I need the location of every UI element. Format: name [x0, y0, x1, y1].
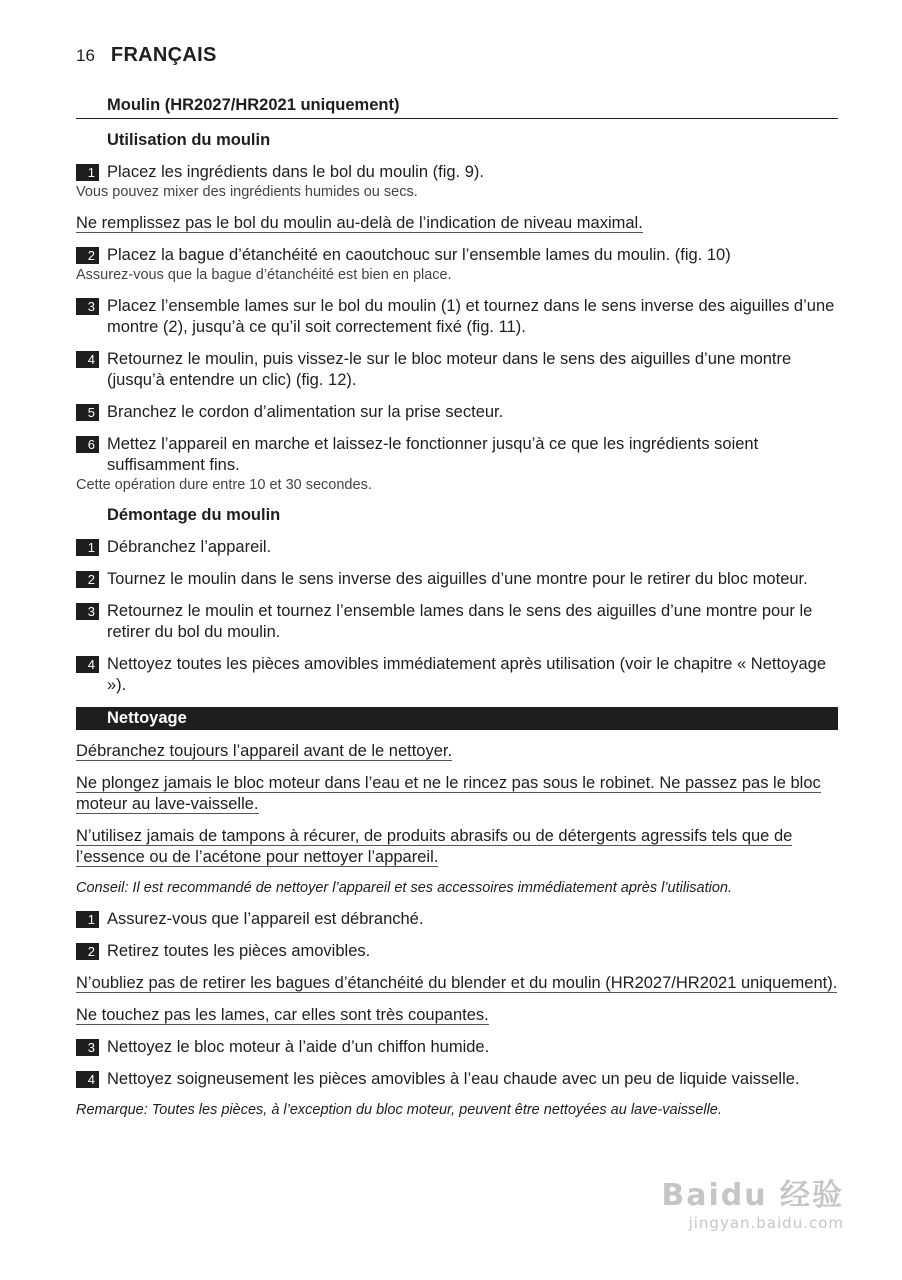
- step-number: 4: [76, 656, 99, 673]
- step-text: Nettoyez toutes les pièces amovibles immédiatement après utilisation (voir le chapitre « Nettoyage »).: [107, 655, 827, 694]
- step-number: 4: [76, 351, 99, 368]
- step-number: 2: [76, 247, 99, 264]
- step-number: 5: [76, 404, 99, 421]
- step-text: Assurez-vous que l’appareil est débranché.: [107, 910, 424, 928]
- step-note: Cette opération dure entre 10 et 30 secondes.: [76, 477, 372, 493]
- section-title-nettoyage: Nettoyage: [76, 707, 838, 730]
- step-usage-2: [76, 245, 838, 266]
- step-dismantle-3: [76, 601, 838, 643]
- step-number: 1: [76, 539, 99, 556]
- step-text: Branchez le cordon d’alimentation sur la prise secteur.: [107, 403, 504, 421]
- step-text: Nettoyez le bloc moteur à l’aide d’un chiffon humide.: [107, 1038, 490, 1056]
- step-clean-1: [76, 909, 838, 930]
- step-number: 1: [76, 911, 99, 928]
- step-text: Mettez l’appareil en marche et laissez-le fonctionner jusqu’à ce que les ingrédients soient suffisamment fins.: [107, 435, 759, 474]
- step-number: 3: [76, 298, 99, 315]
- step-dismantle-2: [76, 569, 838, 590]
- step-usage-1: [76, 162, 838, 183]
- step-text: Placez la bague d’étanchéité en caoutchouc sur l’ensemble lames du moulin. (fig. 10): [107, 246, 731, 264]
- page-number: 16: [76, 46, 95, 65]
- subheading-dismantle: Démontage du moulin: [107, 506, 281, 524]
- step-usage-6: [76, 434, 838, 476]
- step-dismantle-4: [76, 654, 838, 696]
- step-number: 3: [76, 603, 99, 620]
- step-number: 1: [76, 164, 99, 181]
- tip-text: Conseil: Il est recommandé de nettoyer l’appareil et ses accessoires immédiatement après l’utilisation.: [76, 880, 733, 896]
- warning-unplug: Débranchez toujours l’appareil avant de le nettoyer.: [76, 742, 453, 760]
- step-dismantle-1: [76, 537, 838, 558]
- step-text: Débranchez l’appareil.: [107, 538, 272, 556]
- step-usage-4: [76, 349, 838, 391]
- remark-text: Remarque: Toutes les pièces, à l’exception du bloc moteur, peuvent être nettoyées au lave-vaisselle.: [76, 1102, 722, 1118]
- step-clean-3: [76, 1037, 838, 1058]
- step-text: Retirez toutes les pièces amovibles.: [107, 942, 371, 960]
- step-text: Tournez le moulin dans le sens inverse des aiguilles d’une montre pour le retirer du bloc moteur.: [107, 570, 808, 588]
- step-number: 4: [76, 1071, 99, 1088]
- step-usage-5: [76, 402, 838, 423]
- step-usage-3: [76, 296, 838, 338]
- page-content: [76, 96, 838, 1131]
- step-text: Retournez le moulin, puis vissez-le sur le bloc moteur dans le sens des aiguilles d’une montre (jusqu’à entendre un clic) (fig. 12).: [107, 350, 792, 389]
- subheading-usage: Utilisation du moulin: [107, 131, 271, 149]
- step-number: 3: [76, 1039, 99, 1056]
- watermark-url: jingyan.baidu.com: [688, 1214, 844, 1232]
- watermark: [661, 1170, 844, 1232]
- step-text: Nettoyez soigneusement les pièces amovibles à l’eau chaude avec un peu de liquide vaisselle.: [107, 1070, 800, 1088]
- step-note: Assurez-vous que la bague d’étanchéité est bien en place.: [76, 267, 452, 283]
- step-number: 2: [76, 571, 99, 588]
- step-clean-4: [76, 1069, 838, 1090]
- step-text: Retournez le moulin et tournez l’ensemble lames dans le sens des aiguilles d’une montre pour le retirer du bol du moulin.: [107, 602, 813, 641]
- warning-blades: Ne touchez pas les lames, car elles sont très coupantes.: [76, 1006, 489, 1024]
- step-note: Vous pouvez mixer des ingrédients humides ou secs.: [76, 184, 418, 200]
- watermark-logo: Baidu 经验: [661, 1178, 844, 1213]
- step-number: 6: [76, 436, 99, 453]
- warning-no-abrasives: N’utilisez jamais de tampons à récurer, de produits abrasifs ou de détergents agressifs tels que de l’essence ou de l’acétone pour nettoyer l’appareil.: [76, 827, 793, 866]
- section-title-moulin: Moulin (HR2027/HR2021 uniquement): [76, 96, 838, 119]
- warning-seals: N’oubliez pas de retirer les bagues d’étanchéité du blender et du moulin (HR2027/HR2021 uniquement).: [76, 974, 838, 992]
- warning-max-level: Ne remplissez pas le bol du moulin au-delà de l’indication de niveau maximal.: [76, 214, 643, 232]
- step-text: Placez l’ensemble lames sur le bol du moulin (1) et tournez dans le sens inverse des aiguilles d’une montre (2), jusqu’à ce qu’il soit correctement fixé (fig. 11).: [107, 297, 835, 336]
- language-title: FRANÇAIS: [110, 44, 217, 66]
- warning-no-water: Ne plongez jamais le bloc moteur dans l’eau et ne le rincez pas sous le robinet. Ne passez pas le bloc moteur au lave-vaisselle.: [76, 774, 821, 813]
- step-text: Placez les ingrédients dans le bol du moulin (fig. 9).: [107, 163, 484, 181]
- step-clean-2: [76, 941, 838, 962]
- step-number: 2: [76, 943, 99, 960]
- page-header: [76, 44, 217, 67]
